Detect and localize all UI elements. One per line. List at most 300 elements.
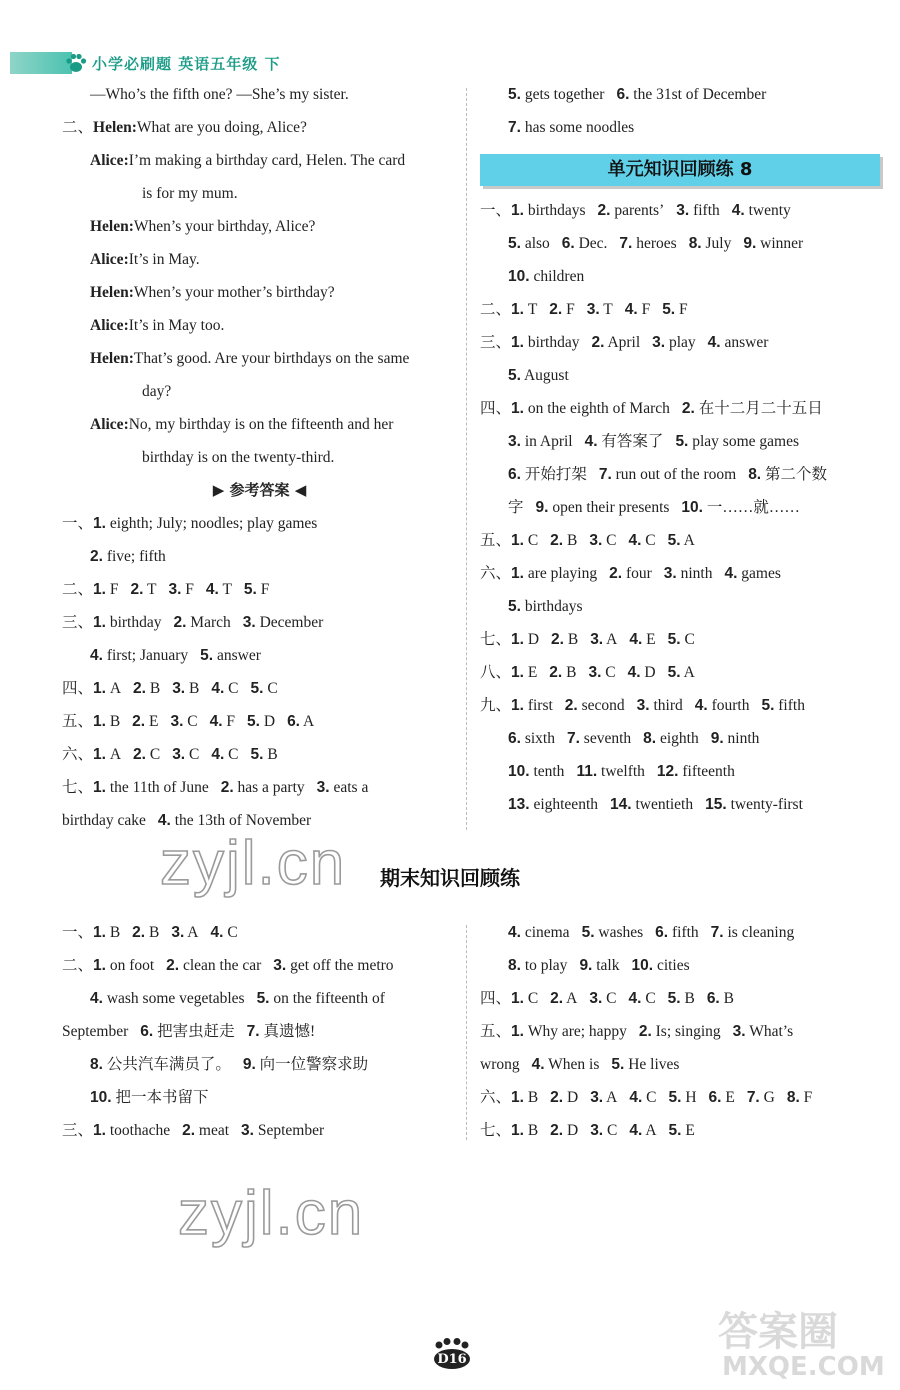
- answer-text: the 13th of November: [174, 812, 312, 829]
- item-number: 3.: [172, 746, 186, 763]
- answer-text: cinema: [524, 924, 570, 941]
- final-left-column: [62, 916, 457, 1147]
- item-number: 4.: [627, 664, 641, 681]
- item-number: 4.: [211, 680, 225, 697]
- answer-text: twentieth: [635, 796, 694, 813]
- answer-text: What’s: [749, 1023, 794, 1040]
- answer-text: A: [645, 1122, 657, 1139]
- item-number: 1.: [511, 664, 524, 681]
- answer-text: is cleaning: [727, 924, 795, 941]
- answer-text: fifth: [671, 924, 699, 941]
- right-column: [480, 78, 880, 821]
- item-number: 7.: [710, 924, 724, 941]
- item-number: 1.: [511, 565, 524, 582]
- item-number: 4.: [629, 1122, 643, 1139]
- answer-text: birthdays: [524, 598, 583, 615]
- answer-text: B: [148, 924, 160, 941]
- item-number: 2.: [597, 202, 611, 219]
- dialog-line: [62, 243, 457, 276]
- answer-text: 把害虫赶走: [157, 1023, 235, 1040]
- dialog-line: [62, 111, 457, 144]
- answer-line: [480, 194, 880, 227]
- speaker-label: Helen:: [90, 218, 134, 235]
- answer-text: 公共汽车满员了。: [106, 1056, 231, 1073]
- item-number: 2.: [132, 924, 146, 941]
- dialog-line: [62, 276, 457, 309]
- answer-line: [480, 326, 880, 359]
- answer-text: the 31st of December: [633, 86, 767, 103]
- item-number: 5.: [611, 1056, 625, 1073]
- answer-text: T: [603, 301, 613, 318]
- reference-answers-title: ▶ 参考答案 ◀: [212, 481, 307, 499]
- item-number: 1.: [93, 515, 106, 532]
- item-number: 3.: [171, 924, 185, 941]
- answer-line: [480, 916, 880, 949]
- item-number: 5.: [508, 367, 521, 384]
- item-number: 5.: [508, 235, 521, 252]
- dialog-text: No, my birthday is on the fifteenth and her: [128, 416, 394, 433]
- watermark-corner-logo: 答案圈: [718, 1309, 838, 1355]
- item-number: 3.: [590, 631, 604, 648]
- answer-text: eats a: [333, 779, 369, 796]
- item-number: 8.: [748, 466, 762, 483]
- answer-text: July: [705, 235, 732, 252]
- dialog-continuation: day?: [142, 383, 172, 400]
- answer-text: C: [605, 664, 616, 681]
- answer-text: G: [763, 1089, 775, 1106]
- answer-text: E: [646, 631, 656, 648]
- answer-text: C: [149, 746, 161, 763]
- answer-text: A: [683, 664, 695, 681]
- item-number: 1.: [511, 202, 524, 219]
- section-marker: 三、: [62, 1122, 94, 1139]
- answer-text: C: [645, 990, 656, 1007]
- answer-text: 把一本书留下: [115, 1089, 209, 1106]
- answer-text: C: [606, 532, 617, 549]
- answer-text: B: [149, 680, 161, 697]
- answer-line: [480, 392, 880, 425]
- answer-text: 向一位警察求助: [259, 1056, 369, 1073]
- answer-text: parents’: [614, 202, 665, 219]
- answer-text: gets together: [524, 86, 605, 103]
- item-number: 4.: [584, 433, 598, 450]
- answer-text: 有答案了: [601, 433, 664, 450]
- answer-text: A: [606, 631, 618, 648]
- answer-text: birthday cake: [62, 812, 146, 829]
- answer-text: first; January: [106, 647, 189, 664]
- answer-text: T: [527, 301, 538, 318]
- answer-text: B: [527, 1122, 539, 1139]
- answer-text: 在十二月二十五日: [698, 400, 823, 417]
- item-number: 2.: [551, 631, 564, 648]
- answer-text: 一……就……: [706, 499, 800, 516]
- answer-text: B: [527, 1089, 539, 1106]
- item-number: 1.: [93, 779, 106, 796]
- answer-line: [62, 507, 457, 540]
- section-marker: 九、: [480, 697, 512, 714]
- item-number: 4.: [628, 990, 642, 1007]
- speaker-label: Helen:: [93, 119, 137, 136]
- answer-line: [480, 227, 880, 260]
- answer-text: 真遗憾!: [263, 1023, 316, 1040]
- item-number: 2.: [549, 664, 563, 681]
- watermark-corner-url: MXQE.COM: [722, 1352, 885, 1382]
- answer-line: [480, 524, 880, 557]
- dialog-text: When’s your birthday, Alice?: [133, 218, 316, 235]
- answer-line: [62, 771, 457, 804]
- left-column: [62, 78, 457, 837]
- paw-icon: [64, 51, 88, 75]
- answer-text: B: [189, 680, 200, 697]
- answer-text: B: [109, 713, 121, 730]
- answer-text: has a party: [237, 779, 305, 796]
- answer-text: D: [527, 631, 540, 648]
- item-number: 9.: [710, 730, 724, 747]
- column-divider-lower: [466, 925, 467, 1140]
- item-number: 5.: [508, 598, 521, 615]
- answer-line: [480, 1048, 880, 1081]
- item-number: 7.: [566, 730, 580, 747]
- answer-line: [62, 738, 457, 771]
- item-number: 5.: [662, 301, 676, 318]
- item-number: 1.: [93, 713, 106, 730]
- answer-text: first: [527, 697, 553, 714]
- item-number: 5.: [250, 746, 264, 763]
- item-number: 4.: [731, 202, 745, 219]
- answer-line: [480, 1114, 880, 1147]
- answer-text: F: [226, 713, 236, 730]
- dialog-continuation: is for my mum.: [142, 185, 238, 202]
- speaker-label: Helen:: [90, 350, 134, 367]
- answer-line: [480, 293, 880, 326]
- answer-text: clean the car: [182, 957, 262, 974]
- answer-text: also: [524, 235, 550, 252]
- item-number: 5.: [581, 924, 595, 941]
- column-divider: [466, 88, 467, 830]
- item-number: 4.: [90, 990, 103, 1007]
- section-marker: 六、: [480, 1089, 512, 1106]
- item-number: 10.: [90, 1089, 112, 1106]
- item-number: 2.: [591, 334, 605, 351]
- answer-text: F: [803, 1089, 813, 1106]
- item-number: 3.: [508, 433, 521, 450]
- answer-text: F: [185, 581, 194, 598]
- answer-text: E: [527, 664, 538, 681]
- item-number: 6.: [508, 466, 521, 483]
- section-marker: 二、: [62, 119, 94, 136]
- dialog-text: When’s your mother’s birthday?: [133, 284, 335, 301]
- item-number: 3.: [241, 1122, 254, 1139]
- item-number: 1.: [93, 1122, 106, 1139]
- item-number: 3.: [636, 697, 650, 714]
- item-number: 4.: [628, 532, 642, 549]
- right-answers: [480, 194, 880, 821]
- answer-text: third: [653, 697, 683, 714]
- answer-line: [62, 1114, 457, 1147]
- answer-text: C: [607, 1122, 618, 1139]
- item-number: 5.: [667, 990, 681, 1007]
- answer-text: B: [109, 924, 121, 941]
- answer-text: C: [187, 713, 198, 730]
- item-number: 1.: [511, 1089, 524, 1106]
- answer-text: T: [147, 581, 157, 598]
- answer-text: fourth: [711, 697, 750, 714]
- item-number: 3.: [590, 1122, 604, 1139]
- answer-line: [480, 722, 880, 755]
- answer-text: A: [683, 532, 695, 549]
- item-number: 4.: [629, 631, 643, 648]
- answer-text: When is: [548, 1056, 600, 1073]
- item-number: 4.: [531, 1056, 545, 1073]
- answer-text: December: [259, 614, 324, 631]
- answer-text: talk: [596, 957, 620, 974]
- item-number: 8.: [643, 730, 657, 747]
- item-number: 1.: [511, 1122, 524, 1139]
- item-number: 1.: [511, 990, 524, 1007]
- answer-text: fifth: [693, 202, 720, 219]
- item-number: 3.: [316, 779, 330, 796]
- item-number: 5.: [256, 990, 270, 1007]
- answer-text: A: [109, 746, 122, 763]
- answer-text: seventh: [583, 730, 632, 747]
- right-top-answers: [480, 78, 880, 144]
- answer-line: [62, 540, 457, 573]
- answer-text: A: [566, 990, 578, 1007]
- answer-line: [480, 491, 880, 524]
- item-number: 7.: [619, 235, 633, 252]
- item-number: 5.: [761, 697, 775, 714]
- answer-text: H: [685, 1089, 697, 1106]
- item-number: 1.: [511, 334, 524, 351]
- item-number: 6.: [561, 235, 575, 252]
- answer-line: [480, 982, 880, 1015]
- item-number: 2.: [132, 713, 146, 730]
- answer-text: birthdays: [527, 202, 586, 219]
- answer-line: [62, 949, 457, 982]
- answer-text: F: [679, 301, 688, 318]
- answer-text: C: [646, 1089, 657, 1106]
- item-number: 7.: [746, 1089, 760, 1106]
- answer-text: He lives: [628, 1056, 680, 1073]
- watermark-bottom: zyjl.cn: [178, 1179, 365, 1248]
- speaker-label: Helen:: [90, 284, 134, 301]
- answer-text: C: [189, 746, 200, 763]
- answer-text: A: [303, 713, 315, 730]
- item-number: 3.: [676, 202, 690, 219]
- final-review-title: 期末知识回顾练: [380, 866, 520, 890]
- answer-text: toothache: [109, 1122, 171, 1139]
- item-number: 7.: [246, 1023, 260, 1040]
- answer-text: the 11th of June: [109, 779, 209, 796]
- item-number: 11.: [576, 763, 598, 780]
- answer-text: B: [267, 746, 278, 763]
- answer-text: B: [566, 664, 577, 681]
- dialog-line: [62, 408, 457, 441]
- answer-text: C: [267, 680, 278, 697]
- section-marker: 五、: [480, 1023, 512, 1040]
- item-number: 4.: [90, 647, 103, 664]
- item-number: 5.: [250, 680, 264, 697]
- answer-line: [480, 425, 880, 458]
- answer-line: [480, 590, 880, 623]
- item-number: 2.: [550, 532, 564, 549]
- item-number: 12.: [656, 763, 679, 780]
- answer-text: play: [668, 334, 696, 351]
- item-number: 2.: [550, 990, 564, 1007]
- answer-text: C: [645, 532, 656, 549]
- answer-text: twenty: [748, 202, 791, 219]
- dialog-text: I’m making a birthday card, Helen. The card: [128, 152, 406, 169]
- item-number: 5.: [668, 1122, 682, 1139]
- item-number: 5.: [667, 664, 681, 681]
- answer-text: to play: [524, 957, 568, 974]
- answer-line: [480, 557, 880, 590]
- answer-text: C: [228, 746, 239, 763]
- item-number: 3.: [273, 957, 287, 974]
- answer-line: [62, 705, 457, 738]
- item-number: 10.: [508, 268, 530, 285]
- item-number: 2.: [220, 779, 234, 796]
- answer-text: E: [148, 713, 159, 730]
- item-number: 3.: [172, 680, 186, 697]
- watermark-top: zyjl.cn: [160, 829, 347, 898]
- answer-text: Is; singing: [655, 1023, 721, 1040]
- item-number: 9.: [242, 1056, 256, 1073]
- item-number: 5.: [667, 532, 681, 549]
- answer-text: F: [109, 581, 119, 598]
- dialog-text: That’s good. Are your birthdays on the same: [133, 350, 410, 367]
- item-number: 8.: [786, 1089, 800, 1106]
- item-number: 4.: [205, 581, 219, 598]
- item-number: 7.: [598, 466, 612, 483]
- item-number: 10.: [681, 499, 703, 516]
- answer-line: [480, 78, 880, 111]
- header-band: [10, 52, 72, 74]
- item-number: 4.: [209, 713, 223, 730]
- answer-text: ninth: [680, 565, 713, 582]
- answer-text: eighteenth: [533, 796, 598, 813]
- answer-text: second: [581, 697, 625, 714]
- answer-line: [480, 458, 880, 491]
- answer-text: 第二个数: [765, 466, 828, 483]
- item-number: 10.: [631, 957, 654, 974]
- answer-text: answer: [216, 647, 261, 664]
- item-number: 7.: [508, 119, 521, 136]
- page-number-badge: [430, 1338, 474, 1368]
- answer-text: are playing: [527, 565, 598, 582]
- item-number: 6.: [708, 1089, 722, 1106]
- answer-text: D: [263, 713, 276, 730]
- item-number: 1.: [511, 1023, 524, 1040]
- answer-text: C: [684, 631, 695, 648]
- answer-text: games: [741, 565, 781, 582]
- section-marker: 二、: [62, 957, 94, 974]
- item-number: 2.: [130, 581, 144, 598]
- dialog-continuation: birthday is on the twenty-third.: [142, 449, 335, 466]
- answer-line: [480, 111, 880, 144]
- item-number: 9.: [579, 957, 593, 974]
- item-number: 5.: [668, 1089, 682, 1106]
- section-marker: 一、: [480, 202, 512, 219]
- final-right-column: [480, 916, 880, 1147]
- item-number: 2.: [182, 1122, 196, 1139]
- item-number: 2.: [549, 301, 563, 318]
- answer-text: F: [641, 301, 651, 318]
- answer-text: E: [725, 1089, 735, 1106]
- item-number: 3.: [589, 990, 603, 1007]
- section-marker: 六、: [480, 565, 512, 582]
- item-number: 4.: [694, 697, 708, 714]
- answer-line: [480, 359, 880, 392]
- item-number: 4.: [624, 301, 638, 318]
- item-number: 2.: [133, 680, 146, 697]
- dialog-text: It’s in May too.: [128, 317, 225, 334]
- dialog-text: What are you doing, Alice?: [136, 119, 307, 136]
- item-number: 2.: [550, 1122, 564, 1139]
- item-number: 8.: [688, 235, 702, 252]
- answer-text: children: [533, 268, 585, 285]
- item-number: 4.: [724, 565, 738, 582]
- item-number: 4.: [707, 334, 721, 351]
- item-number: 5.: [508, 86, 521, 103]
- answer-text: March: [190, 614, 231, 631]
- answer-text: get off the metro: [290, 957, 394, 974]
- item-number: 2.: [638, 1023, 652, 1040]
- answer-text: four: [625, 565, 652, 582]
- answer-line: [62, 672, 457, 705]
- item-number: 2.: [133, 746, 146, 763]
- answer-text: B: [566, 532, 578, 549]
- answer-text: eighth: [659, 730, 699, 747]
- page-number: D16: [437, 1352, 467, 1367]
- answer-text: 开始打架: [524, 466, 587, 483]
- answer-line: [480, 656, 880, 689]
- answer-text: tenth: [533, 763, 565, 780]
- answer-text: ninth: [727, 730, 760, 747]
- item-number: 4.: [508, 924, 521, 941]
- answer-text: on foot: [109, 957, 155, 974]
- item-number: 6.: [508, 730, 521, 747]
- item-number: 3.: [589, 532, 603, 549]
- answer-text: 字: [508, 499, 524, 516]
- answer-line: [62, 1048, 457, 1081]
- item-number: 4.: [629, 1089, 643, 1106]
- section-marker: 二、: [62, 581, 94, 598]
- answer-text: twelfth: [601, 763, 645, 780]
- item-number: 3.: [170, 713, 184, 730]
- answer-line: [480, 260, 880, 293]
- speaker-label: Alice:: [90, 416, 129, 433]
- section-marker: 二、: [480, 301, 512, 318]
- answer-text: birthday: [527, 334, 580, 351]
- answer-text: D: [566, 1122, 579, 1139]
- item-number: 3.: [586, 301, 600, 318]
- section-marker: 七、: [480, 1122, 512, 1139]
- answer-line: [480, 1081, 880, 1114]
- answer-text: A: [606, 1089, 618, 1106]
- answer-text: F: [260, 581, 270, 598]
- section-marker: 四、: [480, 400, 512, 417]
- answer-line: [480, 1015, 880, 1048]
- section-marker: 五、: [62, 713, 94, 730]
- item-number: 8.: [508, 957, 521, 974]
- item-number: 6.: [655, 924, 669, 941]
- answer-line: [480, 755, 880, 788]
- answer-text: run out of the room: [615, 466, 737, 483]
- section-marker: 一、: [62, 924, 94, 941]
- answer-text: sixth: [524, 730, 555, 747]
- item-number: 3.: [732, 1023, 746, 1040]
